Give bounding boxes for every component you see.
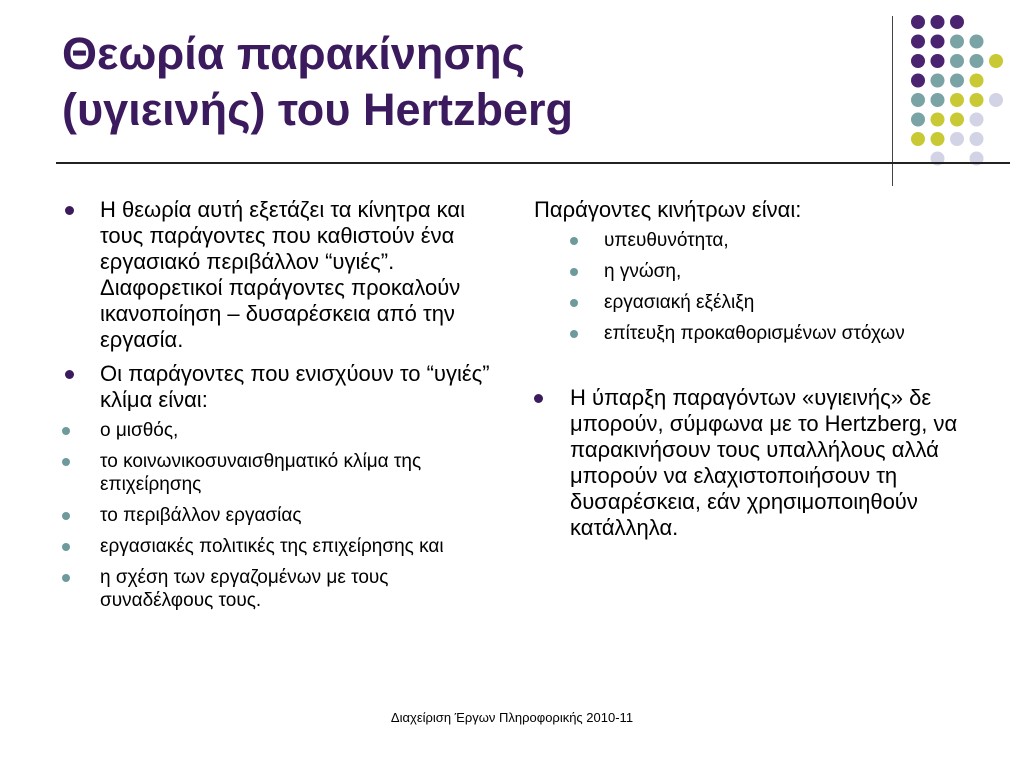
decorative-dot (931, 35, 945, 49)
list-item: υπευθυνότητα, (528, 229, 968, 252)
decorative-dot (911, 74, 925, 88)
decorative-dot (911, 93, 925, 107)
decorative-dot (950, 35, 964, 49)
list-item: η σχέση των εργαζομένων με τους συναδέλφους τους. (62, 566, 502, 612)
title-underline (56, 162, 1010, 164)
decorative-dot (911, 132, 925, 146)
slide-title-line-2: (υγιεινής) του Hertzberg (62, 84, 574, 135)
decorative-dot (989, 93, 1003, 107)
left-bullet-2 (62, 361, 502, 612)
decorative-dot (911, 15, 925, 29)
list-item: η γνώση, (528, 260, 968, 283)
motivators-list (528, 229, 968, 345)
decorative-dot (911, 35, 925, 49)
decorative-dot (931, 74, 945, 88)
right-bullet-1 (528, 385, 968, 541)
hygiene-factors-list (62, 419, 502, 612)
decorative-dot (970, 54, 984, 68)
decorative-dot (931, 54, 945, 68)
decorative-dot (950, 132, 964, 146)
decorative-dot (950, 113, 964, 127)
decorative-dot (970, 93, 984, 107)
list-item: επίτευξη προκαθορισμένων στόχων (528, 322, 968, 345)
decorative-dot (931, 93, 945, 107)
decorative-dot (989, 54, 1003, 68)
decorative-dot (950, 54, 964, 68)
slide-title (62, 26, 573, 138)
decorative-dot (931, 132, 945, 146)
decorative-dot (970, 132, 984, 146)
left-bullet-list (62, 197, 502, 612)
left-bullet-1-text: Η θεωρία αυτή εξετάζει τα κίνητρα και τους παράγοντες που καθιστούν ένα εργασιακό περιβάλλον “υγιές”. Διαφορετικοί παράγοντες προκαλούν ικανοποίηση – δυσαρέσκεια από την εργασία. (100, 197, 466, 352)
decorative-dot (950, 74, 964, 88)
list-item: ο μισθός, (62, 419, 502, 442)
right-column (528, 197, 968, 549)
list-item: εργασιακή εξέλιξη (528, 291, 968, 314)
decorative-dot (970, 113, 984, 127)
right-bullet-list (528, 385, 968, 541)
decorative-dot (911, 54, 925, 68)
list-item: εργασιακές πολιτικές της επιχείρησης και (62, 535, 502, 558)
decorative-dot (970, 74, 984, 88)
left-bullet-2-text: Οι παράγοντες που ενισχύουν το “υγιές” κλίμα είναι: (100, 361, 490, 412)
decorative-dot (950, 93, 964, 107)
decorative-dot (950, 15, 964, 29)
decorative-dot (970, 35, 984, 49)
decorative-dot (931, 113, 945, 127)
slide-title-line-1: Θεωρία παρακίνησης (62, 28, 526, 79)
list-item: το περιβάλλον εργασίας (62, 504, 502, 527)
motivators-heading: Παράγοντες κινήτρων είναι: (534, 197, 802, 222)
right-bullet-1-text: Η ύπαρξη παραγόντων «υγιεινής» δε μπορούν, σύμφωνα με το Hertzberg, να παρακινήσουν τους υπαλλήλους αλλά μπορούν να ελαχιστοποιήσουν τη δυσαρέσκεια, εάν χρησιμοποιηθούν κατάλληλα. (570, 385, 958, 540)
list-item: το κοινωνικοσυναισθηματικό κλίμα της επιχείρησης (62, 450, 502, 496)
left-column (62, 197, 502, 620)
decorative-dot (931, 15, 945, 29)
vertical-divider (892, 16, 893, 186)
left-bullet-1 (62, 197, 502, 353)
slide-footer: Διαχείριση Έργων Πληροφορικής 2010-11 (390, 710, 634, 725)
decorative-dot (911, 113, 925, 127)
